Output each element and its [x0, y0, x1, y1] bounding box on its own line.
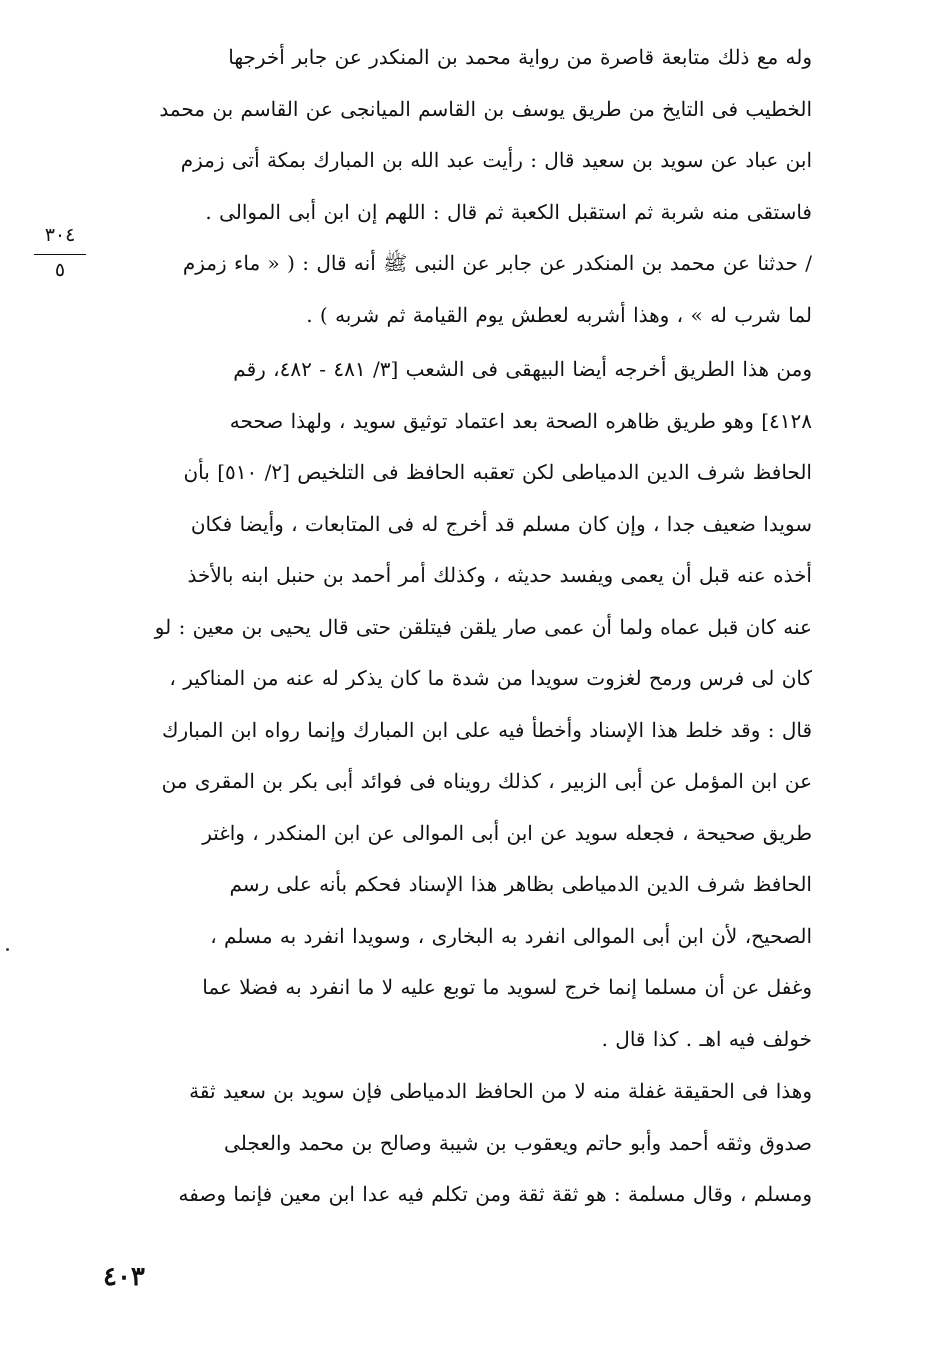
text-line: وله مع ذلك متابعة قاصرة من رواية محمد بن المنكدر عن جابر أخرجها: [228, 45, 812, 69]
paragraph-4: [100, 1066, 812, 1221]
paragraph-1: [100, 32, 812, 238]
text-line: الخطيب فى التايخ من طريق يوسف بن القاسم الميانجى عن القاسم بن محمد: [159, 96, 812, 121]
margin-reference-bottom: ٥: [54, 259, 66, 281]
text-line: فاستقى منه شربة ثم استقبل الكعبة ثم قال : اللهم إن ابن أبى الموالى .: [205, 199, 812, 224]
text-line: سويدا ضعيف جدا ، وإن كان مسلم قد أخرج له فى المتابعات ، وأيضا فكان: [190, 511, 812, 536]
margin-reference-top: ٣٠٤: [44, 224, 76, 246]
paragraph-2: [100, 238, 812, 341]
text-line: ومسلم ، وقال مسلمة : هو ثقة ثقة ومن تكلم فيه عدا ابن معين فإنما وصفه: [178, 1182, 812, 1206]
text-line: عن ابن المؤمل عن أبى الزبير ، كذلك رويناه فى فوائد أبى بكر بن المقرى من: [161, 769, 812, 793]
text-line: وهذا فى الحقيقة غفلة منه لا من الحافظ الدمياطى فإن سويد بن سعيد ثقة: [189, 1079, 812, 1103]
text-line: طريق صحيحة ، فجعله سويد عن ابن أبى الموالى عن ابن المنكدر ، واغتر: [202, 820, 812, 845]
text-line: الحافظ شرف الدين الدمياطى بظاهر هذا الإسناد فحكم بأنه على رسم: [229, 872, 812, 896]
text-line: أخذه عنه قبل أن يعمى ويفسد حديثه ، وكذلك أمر أحمد بن حنبل ابنه بالأخذ: [187, 563, 812, 587]
text-line: الحافظ شرف الدين الدمياطى لكن تعقبه الحافظ فى التلخيص [٢/ ٥١٠] بأن: [183, 460, 812, 484]
text-line: وغفل عن أن مسلما إنما خرج لسويد ما توبع عليه لا ما انفرد به فضلا عما: [202, 975, 812, 999]
text-line: الصحيح، لأن ابن أبى الموالى انفرد به البخارى ، وسويدا انفرد به مسلم ،: [210, 923, 812, 948]
margin-reference: [30, 222, 90, 281]
text-line: خولف فيه اهـ . كذا قال .: [601, 1026, 812, 1051]
scan-speck: [6, 948, 9, 951]
text-line: ومن هذا الطريق أخرجه أيضا البيهقى فى الشعب [٣/ ٤٨١ - ٤٨٢، رقم: [233, 357, 812, 381]
margin-reference-divider: [34, 254, 86, 255]
text-line: / حدثنا عن محمد بن المنكدر عن جابر عن النبى ﷺ أنه قال : ( « ماء زمزم: [182, 251, 812, 275]
text-line: صدوق وثقه أحمد وأبو حاتم ويعقوب بن شيبة وصالح بن محمد والعجلى: [224, 1130, 812, 1155]
text-line: لما شرب له » ، وهذا أشربه لعطش يوم القيامة ثم شربه ) .: [306, 302, 812, 327]
text-line: عنه كان قبل عماه ولما أن عمى صار يلقن فيتلقن حتى قال يحيى بن معين : لو: [154, 614, 812, 639]
text-line: قال : وقد خلط هذا الإسناد وأخطأ فيه على ابن المبارك وإنما رواه ابن المبارك: [161, 717, 812, 742]
text-line: ٤١٢٨] وهو طريق ظاهره الصحة بعد اعتماد توثيق سويد ، ولهذا صححه: [229, 408, 812, 433]
text-line: كان لى فرس ورمح لغزوت سويدا من شدة ما كان يذكر له عنه من المناكير ،: [169, 666, 812, 690]
text-line: ابن عباد عن سويد بن سعيد قال : رأيت عبد الله بن المبارك بمكة أتى زمزم: [180, 148, 812, 172]
paragraph-3: [100, 344, 812, 1065]
page-number: ٤٠٣: [103, 1262, 145, 1292]
